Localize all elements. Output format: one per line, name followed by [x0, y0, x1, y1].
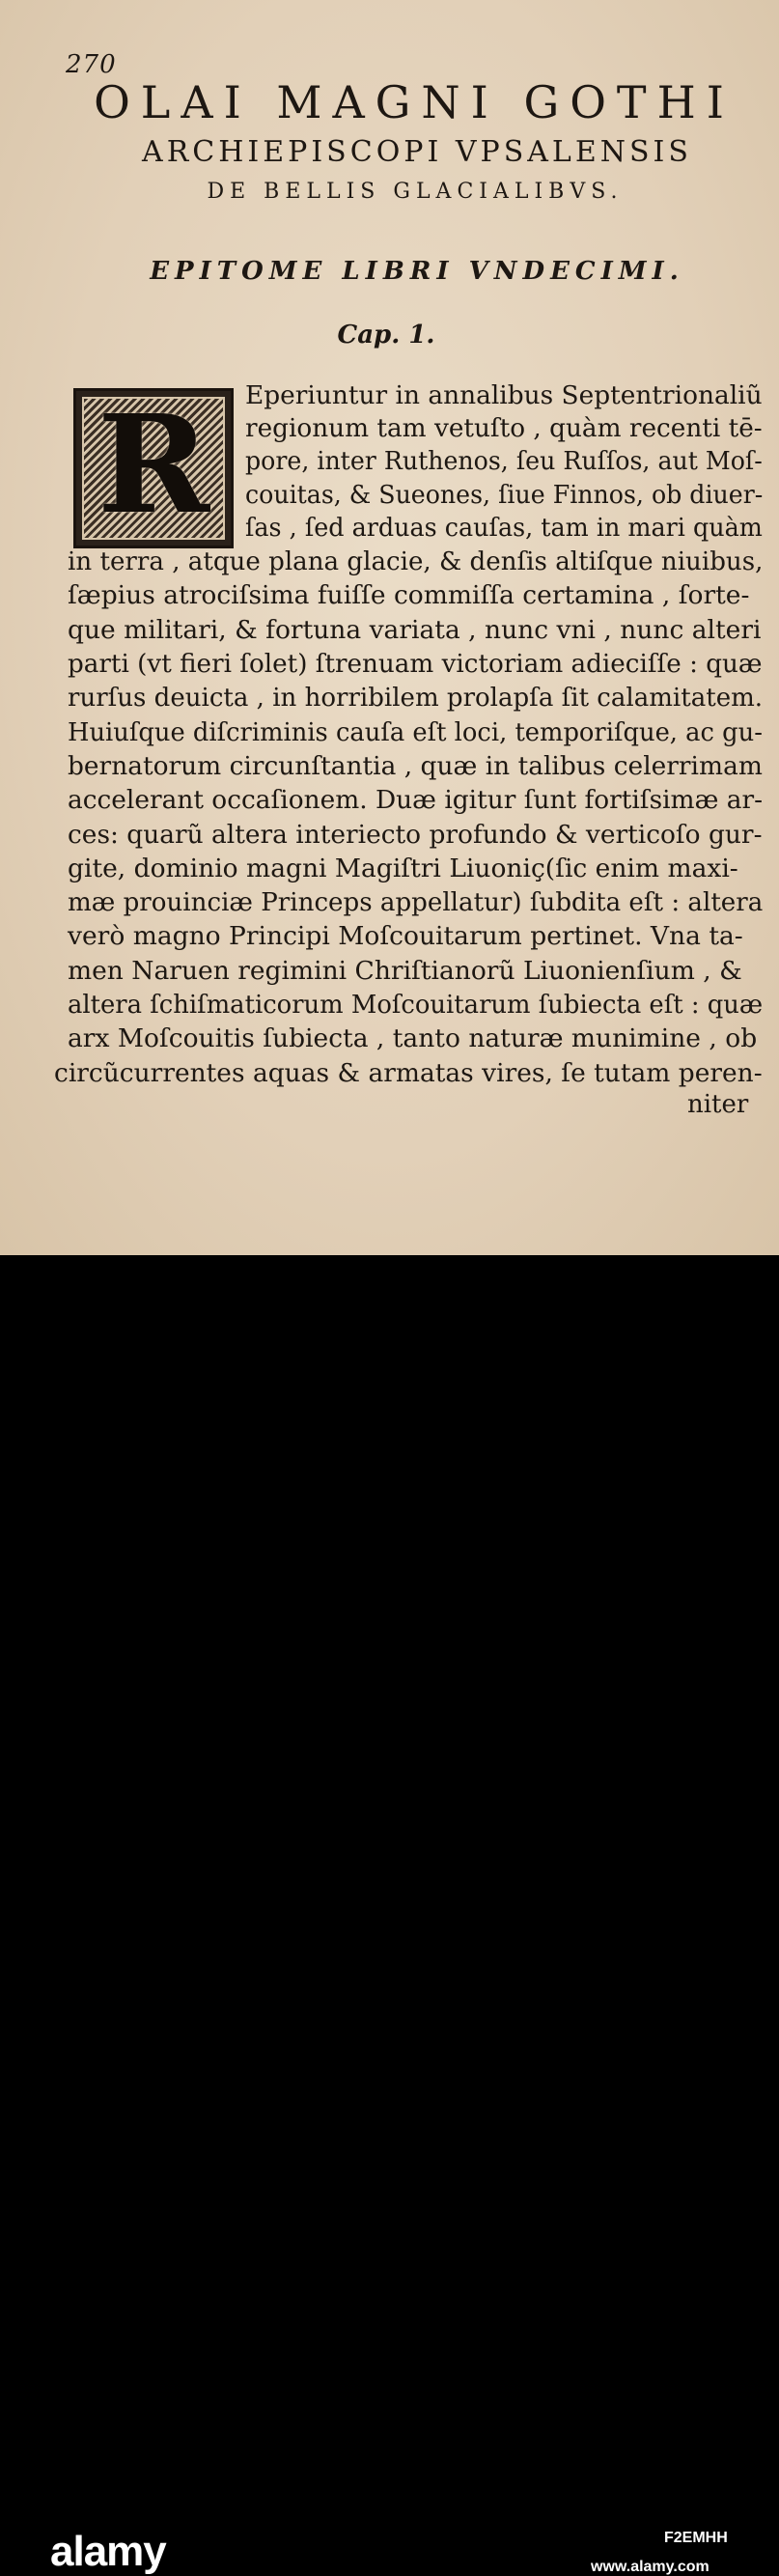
text-line: arx Moſcouitis ſubiecta , tanto naturæ munimine , ob	[68, 1023, 758, 1053]
text-line: regionum tam vetuſto , quàm recenti tē-	[245, 413, 763, 443]
title-line-1: OLAI MAGNI GOTHI	[94, 76, 735, 128]
text-line: in terra , atque plana glacie, & denſis altiſque niuibus,	[68, 546, 764, 576]
title-line-2: ARCHIEPISCOPI VPSALENSIS	[142, 135, 692, 169]
text-line: pore, inter Ruthenos, ſeu Ruſſos, aut Moſ-	[245, 446, 763, 476]
text-line: gite, dominio magni Magiſtri Liuoniç(ſic enim maxi-	[68, 854, 738, 883]
text-line: ſas , ſed arduas cauſas, tam in mari quàm	[245, 513, 763, 543]
text-line: verò magno Principi Moſcouitarum pertinet. Vna ta-	[68, 921, 743, 951]
epitome-heading: EPITOME LIBRI VNDECIMI.	[150, 257, 684, 286]
text-line: que militari, & fortuna variata , nunc vni , nunc alteri	[68, 615, 762, 645]
site-url: www.alamy.com	[591, 2559, 709, 2575]
text-line: altera ſchiſmaticorum Moſcouitarum ſubiecta eſt : quæ	[68, 990, 764, 1020]
text-line: accelerant occaſionem. Duæ igitur ſunt fortiſsimæ ar-	[68, 785, 764, 815]
text-line: Huiuſque diſcriminis cauſa eſt loci, temporiſque, ac gu-	[68, 717, 763, 747]
text-line: Eperiuntur in annalibus Septentrionaliũ	[245, 380, 763, 410]
book-page	[0, 0, 779, 1255]
watermark-footer	[0, 1255, 779, 2575]
text-line: couitas, & Sueones, ſiue Finnos, ob diuer-	[245, 480, 764, 510]
catchword: niter	[687, 1090, 749, 1119]
text-line: rurſus deuicta , in horribilem prolapſa ſit calamitatem.	[68, 683, 764, 713]
decorated-initial	[73, 388, 234, 548]
image-id: F2EMHH	[664, 2530, 728, 2546]
text-line: circũcurrentes aquas & armatas vires, ſe tutam peren-	[54, 1058, 763, 1088]
text-line: ces: quarũ altera interiecto profundo & verticoſo gur-	[68, 820, 763, 850]
chapter-heading: Cap. 1.	[337, 321, 435, 350]
alamy-logo: alamy	[50, 2528, 166, 2575]
initial-letter: R	[97, 386, 210, 545]
title-line-3: DE BELLIS GLACIALIBVS.	[207, 180, 624, 204]
page-number: 270	[66, 50, 117, 79]
text-line: mæ prouinciæ Princeps appellatur) ſubdita eſt : altera	[68, 887, 764, 917]
text-line: parti (vt fieri ſolet) ſtrenuam victoriam adieciſſe : quæ	[68, 649, 763, 679]
text-line: ſæpius atrociſsima fuiſſe commiſſa certamina , ſorte-	[68, 580, 750, 610]
text-line: men Naruen regimini Chriſtianorũ Liuonienſium , &	[68, 956, 742, 986]
text-line: bernatorum circunſtantia , quæ in talibus celerrimam	[68, 751, 763, 781]
